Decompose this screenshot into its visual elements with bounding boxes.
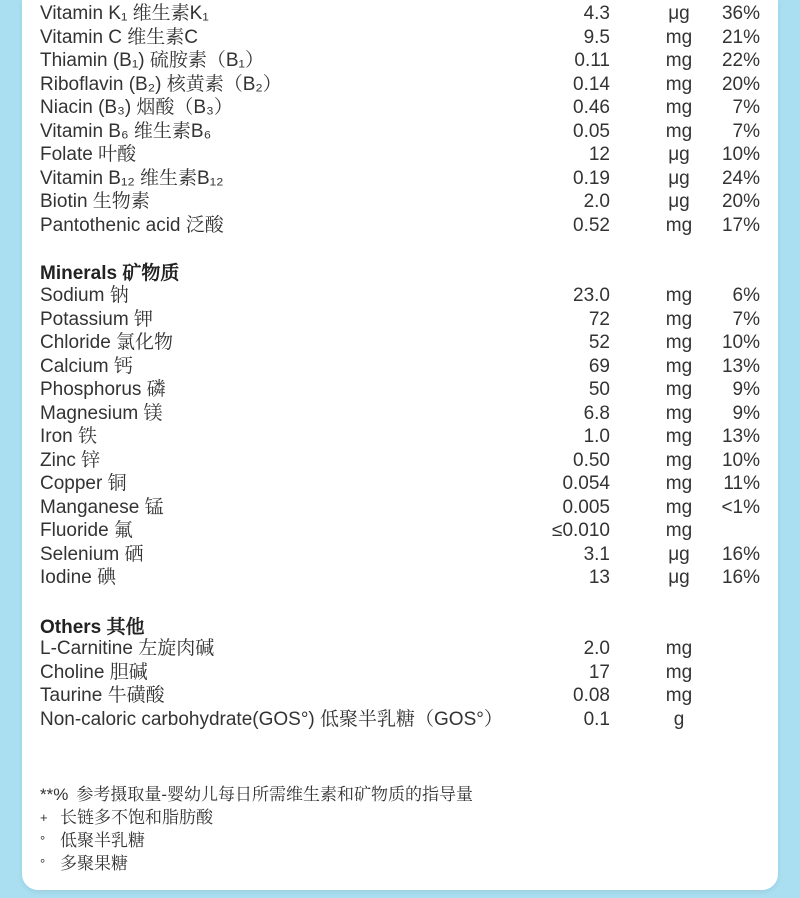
footnote-text: 多聚果糖 bbox=[60, 854, 128, 873]
nutrient-unit: mg bbox=[665, 473, 693, 494]
footnote-mark: **% bbox=[40, 785, 69, 804]
nutrient-percent: 22% bbox=[721, 50, 760, 71]
nutrient-row bbox=[22, 214, 778, 238]
nutrient-name: Thiamin (B₁) 硫胺素（B₁） bbox=[40, 50, 264, 71]
nutrient-row bbox=[22, 331, 778, 355]
nutrient-unit: mg bbox=[665, 402, 693, 424]
nutrient-name: Iodine 碘 bbox=[40, 567, 117, 588]
nutrient-row bbox=[22, 519, 778, 543]
nutrient-name: Folate 叶酸 bbox=[40, 144, 137, 165]
nutrient-unit: μg bbox=[668, 191, 690, 212]
nutrient-row bbox=[22, 167, 778, 191]
nutrient-value: 3.1 bbox=[583, 543, 610, 565]
nutrient-value: 0.05 bbox=[573, 120, 610, 142]
nutrient-value: 0.054 bbox=[562, 473, 610, 494]
footnote-mark: + bbox=[40, 810, 48, 825]
footnote bbox=[40, 784, 473, 806]
nutrient-value: 0.50 bbox=[573, 449, 610, 471]
nutrient-value: 17 bbox=[588, 661, 610, 683]
nutrient-row bbox=[22, 566, 778, 590]
nutrient-value: 1.0 bbox=[583, 426, 610, 447]
nutrient-row bbox=[22, 425, 778, 449]
nutrient-name: Sodium 钠 bbox=[40, 285, 129, 306]
nutrient-percent: 16% bbox=[721, 543, 760, 565]
nutrient-percent: 9% bbox=[732, 402, 760, 424]
footnote-text: 参考摄取量-婴幼儿每日所需维生素和矿物质的指导量 bbox=[76, 785, 474, 804]
nutrient-name: Pantothenic acid 泛酸 bbox=[40, 214, 224, 236]
nutrient-value: 0.11 bbox=[574, 50, 610, 71]
nutrient-row bbox=[22, 378, 778, 402]
nutrient-name: Non-caloric carbohydrate(GOS°) 低聚半乳糖（GOS°） bbox=[40, 708, 503, 730]
nutrient-unit: mg bbox=[665, 379, 693, 400]
nutrient-unit: μg bbox=[668, 167, 690, 189]
nutrient-percent: 10% bbox=[721, 144, 760, 165]
nutrient-value: 13 bbox=[588, 567, 610, 588]
nutrient-row bbox=[22, 661, 778, 685]
nutrient-row bbox=[22, 73, 778, 97]
nutrient-percent: 20% bbox=[721, 191, 760, 212]
nutrient-name: Manganese 锰 bbox=[40, 496, 164, 518]
nutrient-percent: 24% bbox=[721, 167, 760, 189]
nutrient-name: Potassium 钾 bbox=[40, 308, 153, 330]
nutrient-percent: 16% bbox=[721, 567, 760, 588]
nutrient-unit: mg bbox=[665, 50, 693, 71]
nutrient-row bbox=[22, 472, 778, 496]
nutrient-name: Fluoride 氟 bbox=[40, 520, 133, 541]
nutrient-percent: 20% bbox=[721, 73, 760, 95]
nutrient-value: 12 bbox=[588, 144, 610, 165]
nutrient-percent: 7% bbox=[732, 97, 760, 118]
nutrient-row bbox=[22, 684, 778, 708]
nutrient-unit: mg bbox=[665, 355, 693, 377]
nutrient-name: Chloride 氯化物 bbox=[40, 332, 174, 353]
nutrient-value: 0.52 bbox=[573, 214, 610, 236]
footnote bbox=[40, 853, 128, 875]
nutrient-name: Copper 铜 bbox=[40, 473, 127, 494]
nutrient-row bbox=[22, 190, 778, 214]
nutrient-unit: mg bbox=[665, 285, 693, 306]
nutrient-unit: mg bbox=[665, 426, 693, 447]
nutrient-name: Phosphorus 磷 bbox=[40, 379, 166, 400]
nutrient-row bbox=[22, 143, 778, 167]
nutrient-percent: 17% bbox=[721, 214, 760, 236]
nutrient-value: 0.1 bbox=[583, 708, 610, 730]
nutrient-percent: 7% bbox=[732, 308, 760, 330]
nutrient-row bbox=[22, 96, 778, 120]
nutrition-table-panel bbox=[22, 0, 778, 890]
nutrient-value: 6.8 bbox=[583, 402, 610, 424]
nutrient-name: Niacin (B₃) 烟酸（B₃） bbox=[40, 97, 233, 118]
footnote-text: 低聚半乳糖 bbox=[60, 831, 145, 850]
nutrient-value: ≤0.010 bbox=[552, 520, 610, 541]
nutrient-unit: mg bbox=[665, 661, 693, 683]
nutrient-row bbox=[22, 449, 778, 473]
nutrient-row bbox=[22, 120, 778, 144]
nutrient-unit: mg bbox=[665, 97, 693, 118]
nutrient-name: Riboflavin (B₂) 核黄素（B₂） bbox=[40, 73, 282, 95]
nutrient-value: 0.14 bbox=[573, 73, 610, 95]
nutrient-percent: 11% bbox=[723, 473, 760, 494]
nutrient-percent: 7% bbox=[732, 120, 760, 142]
nutrient-unit: g bbox=[673, 708, 685, 730]
nutrient-unit: mg bbox=[665, 120, 693, 142]
nutrient-unit: mg bbox=[665, 308, 693, 330]
nutrient-unit: μg bbox=[668, 567, 690, 588]
nutrient-value: 4.3 bbox=[583, 3, 610, 24]
footnote-mark: ° bbox=[40, 856, 46, 871]
nutrient-name: Calcium 钙 bbox=[40, 355, 133, 377]
nutrient-unit: mg bbox=[665, 26, 693, 48]
footnote-mark: ° bbox=[40, 833, 46, 848]
nutrient-row bbox=[22, 308, 778, 332]
nutrient-row bbox=[22, 26, 778, 50]
nutrient-unit: mg bbox=[665, 332, 693, 353]
nutrient-unit: mg bbox=[665, 449, 693, 471]
nutrient-value: 0.005 bbox=[562, 496, 610, 518]
nutrient-value: 23.0 bbox=[573, 285, 610, 306]
others-heading: Others 其他 bbox=[40, 617, 145, 638]
nutrient-value: 0.19 bbox=[573, 167, 610, 189]
nutrient-row bbox=[22, 543, 778, 567]
nutrient-value: 0.46 bbox=[573, 97, 610, 118]
nutrient-value: 52 bbox=[588, 332, 610, 353]
nutrient-name: Choline 胆碱 bbox=[40, 661, 148, 683]
nutrient-percent: 10% bbox=[721, 449, 760, 471]
nutrient-row bbox=[22, 49, 778, 73]
nutrient-name: Vitamin B₆ 维生素B₆ bbox=[40, 120, 212, 142]
nutrient-row bbox=[22, 2, 778, 26]
nutrient-name: Biotin 生物素 bbox=[40, 191, 150, 212]
nutrient-unit: mg bbox=[665, 685, 693, 706]
nutrient-name: Selenium 硒 bbox=[40, 543, 144, 565]
nutrient-value: 2.0 bbox=[583, 638, 610, 659]
nutrient-percent: 9% bbox=[732, 379, 760, 400]
nutrient-percent: 21% bbox=[721, 26, 760, 48]
nutrient-percent: 36% bbox=[721, 3, 760, 24]
nutrient-unit: μg bbox=[668, 144, 690, 165]
nutrient-name: Zinc 锌 bbox=[40, 449, 101, 471]
nutrient-value: 0.08 bbox=[573, 685, 610, 706]
nutrient-name: Vitamin K₁ 维生素K₁ bbox=[40, 3, 209, 24]
footnote bbox=[40, 807, 213, 829]
nutrient-unit: mg bbox=[665, 73, 693, 95]
nutrient-row bbox=[22, 708, 778, 732]
nutrient-unit: mg bbox=[665, 638, 693, 659]
nutrient-unit: μg bbox=[668, 3, 690, 24]
nutrient-name: Magnesium 镁 bbox=[40, 402, 163, 424]
minerals-heading: Minerals 矿物质 bbox=[40, 263, 180, 284]
nutrient-row bbox=[22, 496, 778, 520]
nutrient-value: 69 bbox=[588, 355, 610, 377]
nutrient-unit: μg bbox=[668, 543, 690, 565]
nutrient-name: Iron 铁 bbox=[40, 426, 98, 447]
footnote-text: 长链多不饱和脂肪酸 bbox=[60, 808, 213, 827]
nutrient-value: 50 bbox=[588, 379, 610, 400]
nutrient-name: L-Carnitine 左旋肉碱 bbox=[40, 638, 215, 659]
nutrient-unit: mg bbox=[665, 520, 693, 541]
nutrient-row bbox=[22, 284, 778, 308]
nutrient-unit: mg bbox=[665, 496, 693, 518]
nutrient-percent: 6% bbox=[732, 285, 760, 306]
nutrient-row bbox=[22, 355, 778, 379]
nutrient-name: Vitamin B₁₂ 维生素B₁₂ bbox=[40, 167, 224, 189]
nutrient-value: 72 bbox=[588, 308, 610, 330]
nutrient-row bbox=[22, 402, 778, 426]
nutrient-unit: mg bbox=[665, 214, 693, 236]
nutrient-name: Taurine 牛磺酸 bbox=[40, 685, 165, 706]
nutrient-percent: <1% bbox=[721, 496, 760, 518]
nutrient-percent: 13% bbox=[721, 355, 760, 377]
nutrient-percent: 10% bbox=[721, 332, 760, 353]
nutrient-name: Vitamin C 维生素C bbox=[40, 26, 199, 48]
nutrient-value: 2.0 bbox=[583, 191, 610, 212]
footnote bbox=[40, 830, 145, 852]
nutrient-percent: 13% bbox=[721, 426, 760, 447]
nutrient-row bbox=[22, 637, 778, 661]
nutrient-value: 9.5 bbox=[583, 26, 610, 48]
